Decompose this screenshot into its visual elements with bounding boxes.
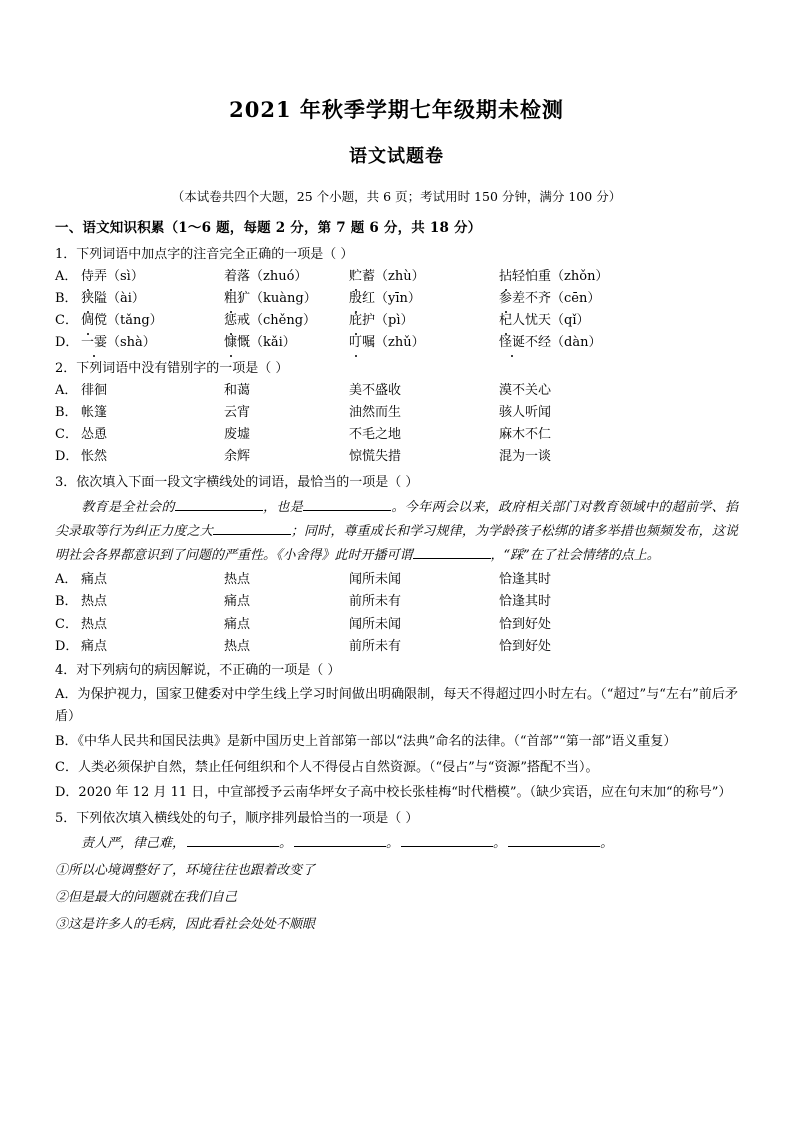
option-text: 恰到好处 xyxy=(499,616,552,632)
order-blank-4[interactable] xyxy=(508,846,600,847)
passage-part-4: ；同时，尊重成长和学习规律，为学龄孩子松绑的诸多举措也频频发布，这说明社会各界都意识到了问题的严重性。《小舍得》此时开播可谓 xyxy=(55,524,738,564)
fill-blank-1[interactable] xyxy=(175,510,263,511)
option-text xyxy=(81,310,224,331)
question-4-stem: 4．对下列病句的病因解说，不正确的一项是（ ） xyxy=(55,662,341,678)
question-5-sentence-3: ③这是许多人的毛病，因此看社会处处不顺眼 xyxy=(55,917,316,933)
passage-part-5: ，“踩”在了社会情绪的点上。 xyxy=(490,548,660,564)
option-text: 恰到好处 xyxy=(499,638,552,654)
option-text: 不毛之地 xyxy=(349,427,402,443)
dotted-char: 叮 xyxy=(349,332,362,353)
option-text: 麻木不仁 xyxy=(499,427,552,443)
option-label: B． xyxy=(55,405,78,421)
option-text: 痛点 xyxy=(224,594,251,610)
option-rest: 不经（dàn） xyxy=(525,334,602,350)
option-text: 废墟 xyxy=(224,427,251,443)
option-label: C． xyxy=(55,427,78,443)
option-text: 惊慌失措 xyxy=(349,449,402,465)
option-text: 徘徊 xyxy=(81,382,108,398)
option-label: D． xyxy=(55,449,79,465)
page-subtitle: 语文试题卷 xyxy=(349,146,444,168)
option-label: A． xyxy=(55,268,78,284)
question-2-option-a[interactable] xyxy=(55,379,738,401)
dotted-char: 怪诞 xyxy=(499,332,525,353)
question-5-lead-text: 责人严，律己难， xyxy=(81,835,186,851)
option-text: 热点 xyxy=(81,594,108,610)
question-4-option-c[interactable]: C．人类必须保护自然，禁止任何组织和个人不得侵占自然资源。（“侵占”与“资源”搭配不当）。 xyxy=(55,759,599,775)
option-rest: 慨（kǎi） xyxy=(237,334,296,350)
fill-blank-4[interactable] xyxy=(413,558,491,559)
question-3-stem: 3．依次填入下面一段文字横线处的词语，最恰当的一项是（ ） xyxy=(55,475,419,491)
question-5-sentence-2: ②但是最大的问题就在我们自己 xyxy=(55,890,238,906)
option-text xyxy=(224,266,349,287)
option-text xyxy=(224,332,349,353)
option-text xyxy=(499,332,601,353)
dotted-char: 贮 xyxy=(349,266,362,287)
option-rest: 戒（chěng） xyxy=(237,312,317,328)
option-text: 闻所未闻 xyxy=(349,572,402,588)
option-label: D． xyxy=(55,638,79,654)
option-text xyxy=(349,310,499,331)
page-title: 2021 年秋季学期七年级期未检测 xyxy=(229,97,564,122)
option-text: 油然而生 xyxy=(349,405,402,421)
option-text: 余辉 xyxy=(224,449,251,465)
question-5-blank-line: 责人严，律己难， 。 。 。 。 xyxy=(81,835,614,851)
option-text: 怅然 xyxy=(81,449,108,465)
option-text xyxy=(499,288,600,309)
option-text xyxy=(349,266,499,287)
question-4-option-a[interactable]: A．为保护视力，国家卫健委对中学生线上学习时间做出明确限制，每天不得超过四小时左右。（“超过”与“左右”前后矛盾） xyxy=(55,686,738,725)
question-1-stem: 1．下列词语中加点字的注音完全正确的一项是（ ） xyxy=(55,246,354,262)
option-text xyxy=(224,310,349,331)
option-text: 热点 xyxy=(224,638,251,654)
exam-instructions: （本试卷共四个大题，25 个小题，共 6 页；考试用时 150 分钟，满分 100 分） xyxy=(171,188,622,204)
question-1-option-a[interactable] xyxy=(55,265,738,287)
option-rest: 差不齐（cēn） xyxy=(512,290,601,306)
dotted-char: 倜 xyxy=(81,310,94,331)
option-rest: 犷（kuàng） xyxy=(237,290,317,306)
option-label: B． xyxy=(55,290,78,306)
question-2-option-b[interactable] xyxy=(55,401,738,423)
option-rest: 轻怕重（zhǒn） xyxy=(512,268,609,284)
option-label: A． xyxy=(55,572,78,588)
option-text: 骇人听闻 xyxy=(499,405,552,421)
option-label: B． xyxy=(55,594,78,610)
section-heading-1: 一、语文知识积累（1～6 题，每题 2 分，第 7 题 6 分，共 18 分） xyxy=(55,219,482,236)
option-text: 云宵 xyxy=(224,405,251,421)
dotted-char: 拈 xyxy=(499,266,512,287)
dotted-char: 慷 xyxy=(224,332,237,353)
option-text: 痛点 xyxy=(81,572,108,588)
option-text: 热点 xyxy=(81,616,108,632)
passage-part-2: ，也是 xyxy=(262,500,304,516)
option-text: 美不盛收 xyxy=(349,382,402,398)
question-5-sentence-1: ①所以心境调整好了，环境往往也跟着改变了 xyxy=(55,862,316,878)
option-text xyxy=(81,266,224,287)
option-text: 前所未有 xyxy=(349,594,402,610)
option-rest: 护（pì） xyxy=(362,312,414,328)
option-text: 混为一谈 xyxy=(499,449,552,465)
question-2-option-d[interactable] xyxy=(55,445,738,467)
question-3-option-d[interactable] xyxy=(55,635,738,657)
option-text: 帐篷 xyxy=(81,405,108,421)
option-rest: 红（yīn） xyxy=(362,290,421,306)
option-rest: 落（zhuó） xyxy=(237,268,308,284)
fill-blank-2[interactable] xyxy=(303,510,391,511)
option-text xyxy=(81,332,224,353)
option-label: D． xyxy=(55,334,79,350)
option-rest: 弄（sì） xyxy=(94,268,144,284)
option-text: 怂恿 xyxy=(81,427,108,443)
option-rest: 隘（ài） xyxy=(94,290,145,306)
passage-part-1: 教育是全社会的 xyxy=(81,500,175,516)
question-4-option-b[interactable]: B．《中华人民共和国民法典》是新中国历史上首部第一部以“法典”命名的法律。（“首部”“第一部”语义重复） xyxy=(55,734,677,750)
option-text xyxy=(499,266,608,287)
question-1-option-c[interactable] xyxy=(55,309,738,331)
option-text: 恰逢其时 xyxy=(499,594,552,610)
question-2-stem: 2．下列词语中没有错别字的一项是（ ） xyxy=(55,360,289,376)
question-5-stem: 5．下列依次填入横线处的句子，顺序排列最恰当的一项是（ ） xyxy=(55,810,419,826)
dotted-char: 一霎 xyxy=(81,332,107,353)
option-text: 前所未有 xyxy=(349,638,402,654)
question-2-option-c[interactable] xyxy=(55,423,738,445)
fill-blank-3[interactable] xyxy=(213,534,291,535)
question-4-option-d[interactable]: D．2020 年 12 月 11 日，中宣部授予云南华坪女子高中校长张桂梅“时代楷模”。（缺少宾语，应在句末加“的称号”） xyxy=(55,785,732,801)
option-text xyxy=(349,288,499,309)
option-text: 痛点 xyxy=(224,616,251,632)
question-1-option-d[interactable] xyxy=(55,331,738,353)
dotted-char: 粗 xyxy=(224,288,237,309)
dotted-char: 惩 xyxy=(224,310,237,331)
dotted-char: 狭 xyxy=(81,288,94,309)
order-blank-1[interactable] xyxy=(187,846,279,847)
option-text: 闻所未闻 xyxy=(349,616,402,632)
option-text xyxy=(499,310,590,331)
question-3-option-b[interactable] xyxy=(55,590,738,612)
option-label: C． xyxy=(55,312,78,328)
question-3-passage xyxy=(55,493,738,568)
option-text: 热点 xyxy=(224,572,251,588)
dotted-char: 庇 xyxy=(349,310,362,331)
option-rest: 傥（tǎng） xyxy=(94,312,163,328)
dotted-char: 着 xyxy=(224,266,237,287)
dotted-char: 殷 xyxy=(349,288,362,309)
option-rest: 蓄（zhù） xyxy=(362,268,425,284)
passage-part-3: 。今年两会以来，政府相关部门对教育领域中的超前学、掐尖录取等行为纠正力度之大 xyxy=(55,500,738,540)
question-1-option-b[interactable] xyxy=(55,287,738,309)
option-text xyxy=(81,288,224,309)
option-rest: （shà） xyxy=(107,334,156,350)
question-3-option-a[interactable] xyxy=(55,568,738,590)
dotted-char: 参 xyxy=(499,288,512,309)
option-rest: 人忧天（qǐ） xyxy=(512,312,590,328)
option-text xyxy=(349,332,499,353)
option-rest: 嘱（zhǔ） xyxy=(362,334,425,350)
option-label: A． xyxy=(55,382,78,398)
option-text: 恰逢其时 xyxy=(499,572,552,588)
dotted-char: 杞 xyxy=(499,310,512,331)
question-3-option-c[interactable] xyxy=(55,613,738,635)
option-text: 漠不关心 xyxy=(499,382,552,398)
option-text: 痛点 xyxy=(81,638,108,654)
option-label: C． xyxy=(55,616,78,632)
order-blank-3[interactable] xyxy=(401,846,493,847)
order-blank-2[interactable] xyxy=(294,846,386,847)
option-text xyxy=(224,288,349,309)
option-text: 和蔼 xyxy=(224,382,251,398)
dotted-char: 侍 xyxy=(81,266,94,287)
